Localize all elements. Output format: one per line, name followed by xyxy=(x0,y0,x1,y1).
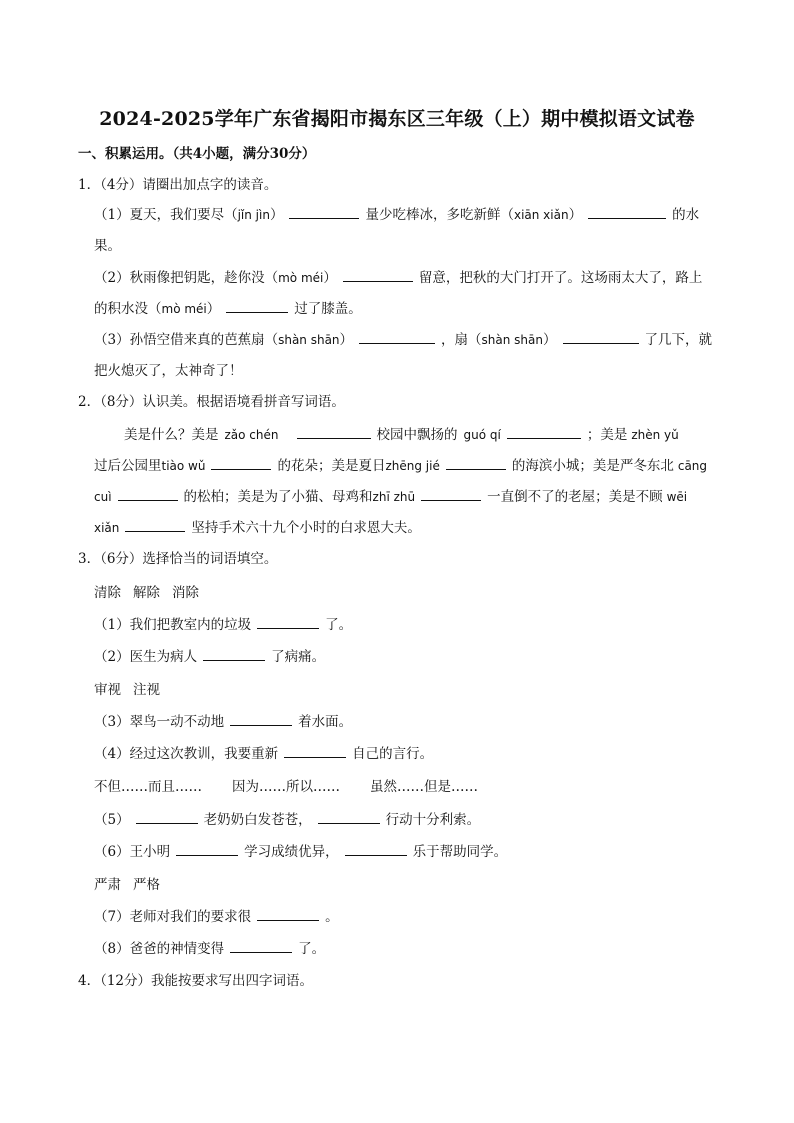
pinyin: guó qí xyxy=(463,428,501,442)
pinyin: cuì xyxy=(94,490,112,504)
word-option: 虽然……但是…… xyxy=(370,779,478,795)
q1-item-3-line-2: 把火熄灭了，太神奇了！ xyxy=(94,363,243,379)
answer-blank[interactable] xyxy=(359,331,435,344)
answer-blank[interactable] xyxy=(230,713,292,726)
word-option: 不但……而且…… xyxy=(94,779,202,795)
q1-item-2-line-1: （2）秋雨像把钥匙，趁你没（mò méi） 留意，把秋的大门打开了。这场雨太大了，路上 xyxy=(94,270,703,286)
answer-blank[interactable] xyxy=(203,648,265,661)
pinyin: zhī zhū xyxy=(372,490,416,504)
q2-paragraph-line-1: 美是什么？美是 zǎo chén 校园中飘扬的 guó qí ；美是 zhèn yǔ xyxy=(124,427,679,443)
pinyin: xiǎn xyxy=(94,521,120,535)
pinyin: cāng xyxy=(677,459,708,473)
pinyin: zǎo chén xyxy=(224,428,279,442)
question-1-stem: 1．（4分）请圈出加点字的读音。 xyxy=(78,177,278,193)
section-heading: 一、积累运用。（共4小题，满分30分） xyxy=(78,146,316,162)
q3-item-5: （5） 老奶奶白发苍苍， 行动十分利索。 xyxy=(94,812,481,828)
pinyin: mò méi xyxy=(161,302,207,316)
answer-blank[interactable] xyxy=(257,616,319,629)
answer-blank[interactable] xyxy=(257,908,319,921)
word-option: 解除 xyxy=(133,585,160,601)
q2-paragraph-line-4: xiǎn 坚持手术六十九个小时的白求恩大夫。 xyxy=(94,520,421,536)
q3-item-7: （7）老师对我们的要求很 。 xyxy=(94,909,339,925)
answer-blank[interactable] xyxy=(230,940,292,953)
answer-blank[interactable] xyxy=(343,269,413,282)
pinyin: zhēng jié xyxy=(385,459,440,473)
answer-blank[interactable] xyxy=(284,745,346,758)
q1-item-3-line-1: （3）孙悟空借来真的芭蕉扇（shàn shān） ，扇（shàn shān） 了几下，就 xyxy=(94,332,712,348)
answer-blank[interactable] xyxy=(136,811,198,824)
answer-blank[interactable] xyxy=(125,519,185,532)
word-options-2 xyxy=(94,681,172,699)
word-options-3 xyxy=(94,778,490,796)
q3-item-3: （3）翠鸟一动不动地 着水面。 xyxy=(94,714,353,730)
answer-blank[interactable] xyxy=(289,206,359,219)
q1-item-1-line-1: （1）夏天，我们要尽（jǐn jìn） 量少吃棒冰，多吃新鲜（xiān xiǎn） 的水 xyxy=(94,207,700,223)
pinyin: zhèn yǔ xyxy=(631,428,679,442)
q3-item-8: （8）爸爸的神情变得 了。 xyxy=(94,941,326,957)
word-option: 审视 xyxy=(94,682,121,698)
answer-blank[interactable] xyxy=(421,488,481,501)
q3-item-6: （6）王小明 学习成绩优异， 乐于帮助同学。 xyxy=(94,844,508,860)
answer-blank[interactable] xyxy=(563,331,639,344)
answer-blank[interactable] xyxy=(588,206,666,219)
q3-item-4: （4）经过这次教训，我要重新 自己的言行。 xyxy=(94,746,434,762)
answer-blank[interactable] xyxy=(176,843,238,856)
page-title: 2024-2025学年广东省揭阳市揭东区三年级（上）期中模拟语文试卷 xyxy=(99,108,695,130)
answer-blank[interactable] xyxy=(297,426,371,439)
pinyin: jǐn jìn xyxy=(237,208,270,222)
question-4-stem: 4．（12分）我能按要求写出四字词语。 xyxy=(78,973,314,989)
q1-item-1-line-2: 果。 xyxy=(94,238,121,254)
word-option: 严格 xyxy=(133,877,160,893)
word-option: 因为……所以…… xyxy=(232,779,340,795)
pinyin: shàn shān xyxy=(481,333,543,347)
answer-blank[interactable] xyxy=(318,811,380,824)
q1-item-2-line-2: 的积水没（mò méi） 过了膝盖。 xyxy=(94,301,362,317)
question-2-stem: 2．（8分）认识美。根据语境看拼音写词语。 xyxy=(78,394,345,410)
word-option: 消除 xyxy=(172,585,199,601)
word-option: 严肃 xyxy=(94,877,121,893)
pinyin: tiào wǔ xyxy=(161,459,206,473)
question-3-stem: 3．（6分）选择恰当的词语填空。 xyxy=(78,551,278,567)
answer-blank[interactable] xyxy=(345,843,407,856)
q2-paragraph-line-2: 过后公园里tiào wǔ 的花朵；美是夏日zhēng jié 的海滨小城；美是严冬东北 cāng xyxy=(94,458,708,474)
pinyin: mò méi xyxy=(278,271,324,285)
pinyin: wēi xyxy=(666,490,688,504)
q2-paragraph-line-3: cuì 的松柏；美是为了小猫、母鸡和zhī zhū 一直倒不了的老屋；美是不顾 wēi xyxy=(94,489,688,505)
answer-blank[interactable] xyxy=(446,457,506,470)
answer-blank[interactable] xyxy=(507,426,581,439)
pinyin: xiān xiǎn xyxy=(513,208,569,222)
word-option: 清除 xyxy=(94,585,121,601)
answer-blank[interactable] xyxy=(226,300,288,313)
pinyin: shàn shān xyxy=(278,333,340,347)
answer-blank[interactable] xyxy=(211,457,271,470)
answer-blank[interactable] xyxy=(118,488,178,501)
word-options-4 xyxy=(94,876,172,894)
word-option: 注视 xyxy=(133,682,160,698)
q3-item-2: （2）医生为病人 了病痛。 xyxy=(94,649,326,665)
word-options-1 xyxy=(94,584,211,602)
q3-item-1: （1）我们把教室内的垃圾 了。 xyxy=(94,617,353,633)
